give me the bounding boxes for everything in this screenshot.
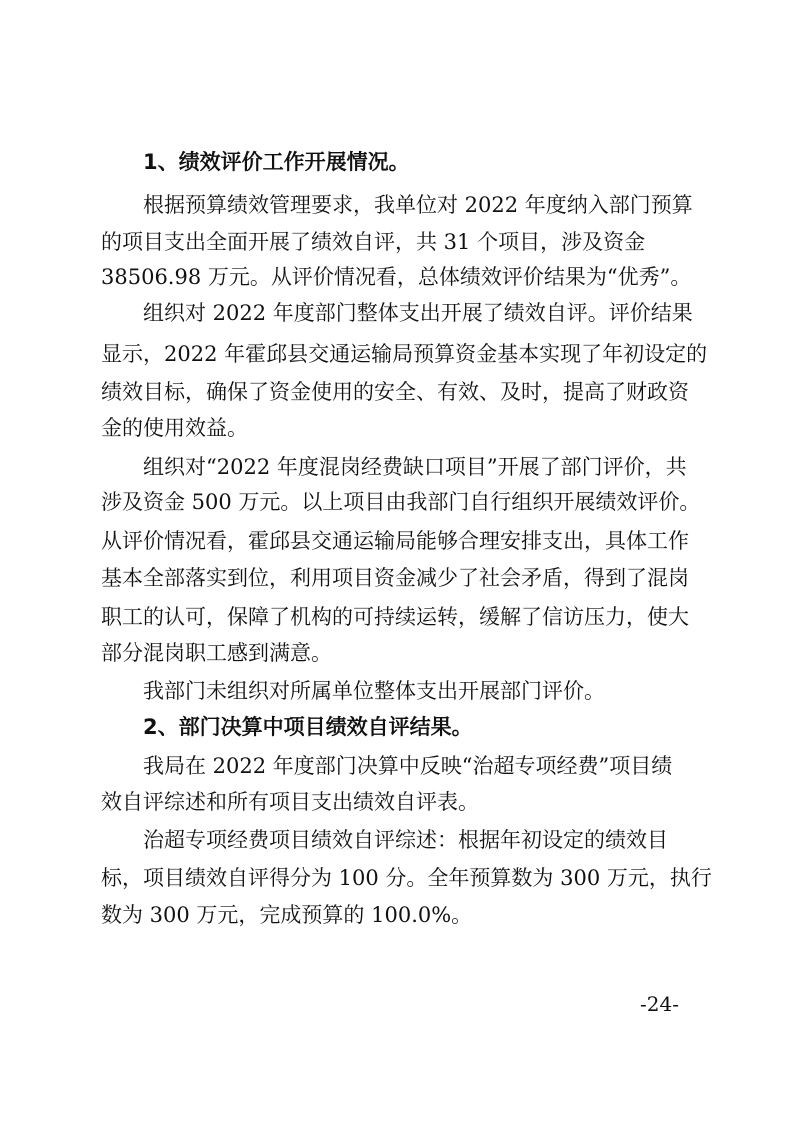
paragraph-3-line-6: 部分混岗职工感到满意。 [101, 641, 332, 665]
section-heading-2: 2、部门决算中项目绩效自评结果。 [143, 715, 473, 739]
paragraph-3-line-3: 从评价情况看，霍邱县交通运输局能够合理安排支出，具体工作 [101, 529, 689, 553]
section-heading-1: 1、绩效评价工作开展情况。 [143, 150, 410, 174]
paragraph-5-line-2: 效自评综述和所有项目支出绩效自评表。 [101, 790, 479, 814]
paragraph-1-line-2: 的项目支出全面开展了绩效自评，共 31 个项目，涉及资金 [101, 230, 646, 254]
paragraph-1-line-3: 38506.98 万元。从评价情况看，总体绩效评价结果为“优秀”。 [101, 265, 692, 289]
paragraph-3-line-4: 基本全部落实到位，利用项目资金减少了社会矛盾，得到了混岗 [101, 566, 689, 590]
paragraph-2-line-2: 显示，2022 年霍邱县交通运输局预算资金基本实现了年初设定的 [101, 342, 708, 366]
paragraph-6-line-2: 标，项目绩效自评得分为 100 分。全年预算数为 300 万元，执行 [101, 866, 712, 890]
paragraph-1-line-1: 根据预算绩效管理要求，我单位对 2022 年度纳入部门预算 [143, 193, 693, 217]
paragraph-5-line-1: 我局在 2022 年度部门决算中反映“治超专项经费”项目绩 [143, 754, 673, 778]
paragraph-3-line-2: 涉及资金 500 万元。以上项目由我部门自行组织开展绩效评价。 [101, 490, 701, 514]
paragraph-2-line-4: 金的使用效益。 [101, 416, 248, 440]
paragraph-6-line-3: 数为 300 万元，完成预算的 100.0%。 [101, 903, 473, 927]
paragraph-4-line-1: 我部门未组织对所属单位整体支出开展部门评价。 [143, 679, 605, 703]
paragraph-3-line-1: 组织对“2022 年度混岗经费缺口项目”开展了部门评价，共 [143, 455, 687, 479]
paragraph-3-line-5: 职工的认可，保障了机构的可持续运转，缓解了信访压力，使大 [101, 605, 689, 629]
paragraph-6-line-1: 治超专项经费项目绩效自评综述：根据年初设定的绩效目 [143, 828, 668, 852]
paragraph-2-line-3: 绩效目标，确保了资金使用的安全、有效、及时，提高了财政资 [101, 380, 689, 404]
paragraph-2-line-1: 组织对 2022 年度部门整体支出开展了绩效自评。评价结果 [143, 301, 693, 325]
page-number: -24- [640, 992, 679, 1016]
